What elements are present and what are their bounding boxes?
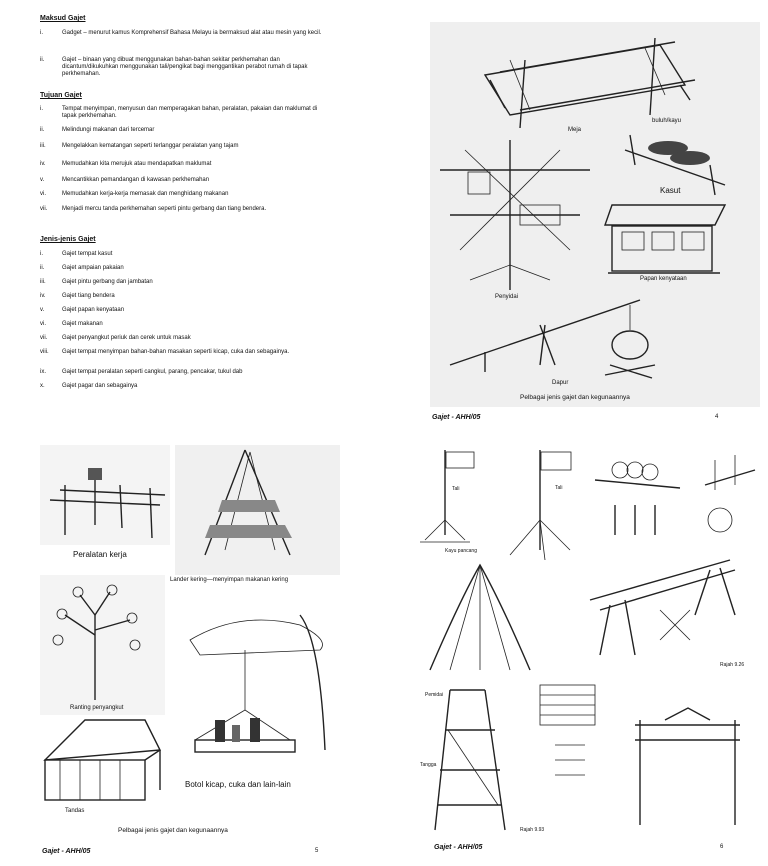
- flagpole-drawing-1: [420, 450, 474, 542]
- page-3-drawings: [0, 430, 390, 866]
- stove-drawing: [450, 300, 655, 378]
- item-text: Tempat menyimpan, menyusun dan memperagakan bahan, peralatan, pakaian dan maklumat di tapak perkhemahan.: [62, 106, 318, 119]
- heading-maksud: Maksud Gajet: [40, 15, 86, 22]
- dish-rack-drawing: [595, 455, 755, 490]
- arch-gate-drawing: [635, 708, 740, 825]
- jenis-item-4: [40, 293, 332, 300]
- label-buluh: buluh/kayu: [652, 118, 682, 124]
- gadget-illustrations: [0, 430, 390, 866]
- item-text: Gajet tempat menyimpan bahan-bahan masakan seperti kicap, cuka dan sebagainya.: [62, 349, 290, 355]
- label-peralatan: Peralatan kerja: [73, 550, 127, 559]
- tujuan-item-6: [40, 191, 322, 198]
- caption: Pelbagai jenis gajet dan kegunaannya: [520, 394, 630, 401]
- item-number: iii.: [40, 143, 46, 149]
- footer: Gajet - AHH/05: [432, 414, 481, 421]
- jenis-item-1: [40, 251, 332, 258]
- gadget-illustrations: [390, 430, 768, 866]
- label-tandas: Tandas: [65, 808, 85, 814]
- page-number: 4: [715, 414, 719, 420]
- item-text: Memudahkan kerja-kerja memasak dan menghidang makanan: [62, 191, 229, 197]
- label-papan: Papan kenyataan: [640, 276, 687, 282]
- item-number: ii.: [40, 265, 45, 271]
- label-pemidai: Pemidai: [425, 692, 444, 698]
- item-number: vii.: [40, 206, 48, 212]
- item-text: Gajet ampaian pakaian: [62, 265, 124, 271]
- label-penyidai: Penyidai: [495, 294, 519, 300]
- jenis-item-6: [40, 321, 332, 328]
- page-2-drawings: [390, 0, 768, 430]
- bottle-rack-drawing: [190, 615, 325, 752]
- jenis-item-8: [40, 349, 332, 356]
- label-lander: Lander kering—menyimpan makanan kering: [170, 577, 289, 583]
- maksud-item-2: [40, 57, 322, 78]
- item-number: i.: [40, 106, 43, 112]
- item-text: Gajet makanan: [62, 321, 103, 327]
- label-ranting: Ranting penyangkut: [70, 705, 124, 711]
- jenis-item-2: [40, 265, 332, 272]
- label-kasut: Kasut: [660, 186, 681, 195]
- jenis-item-10: [40, 383, 332, 390]
- cutlery-drawing: [615, 505, 732, 535]
- toilet-drawing: [45, 720, 160, 800]
- item-number: iii.: [40, 279, 46, 285]
- tujuan-item-1: [40, 106, 322, 120]
- item-number: viii.: [40, 349, 49, 355]
- label-tali-2: Tali: [555, 485, 563, 491]
- drying-rack-drawing: [175, 445, 340, 575]
- jenis-item-3: [40, 279, 332, 286]
- heading-jenis: Jenis-jenis Gajet: [40, 236, 96, 243]
- item-number: v.: [40, 307, 45, 313]
- item-number: ix.: [40, 369, 46, 375]
- page-4-drawings: [390, 430, 768, 866]
- page-1-text: [0, 0, 390, 430]
- tujuan-item-7: [40, 206, 322, 213]
- item-number: vi.: [40, 191, 46, 197]
- clothes-line-drawing: [440, 140, 590, 290]
- label-botol: Botol kicap, cuka dan lain-lain: [185, 780, 291, 789]
- item-text: Menjadi mercu tanda perkhemahan seperti pintu gerbang dan tiang bendera.: [62, 206, 267, 212]
- item-text: Gajet tempat kasut: [62, 251, 113, 257]
- label-tangga: Tangga: [420, 762, 437, 768]
- tujuan-item-2: [40, 127, 322, 134]
- item-number: iv.: [40, 293, 46, 299]
- label-rajah-2: Rajah 9.93: [520, 827, 545, 833]
- item-text: Melindungi makanan dari tercemar: [62, 127, 155, 133]
- item-number: i.: [40, 30, 43, 36]
- item-number: i.: [40, 251, 43, 257]
- notice-board-drawing: [605, 205, 725, 273]
- branch-hanger-drawing: [40, 575, 165, 715]
- item-text: Gajet pintu gerbang dan jambatan: [62, 279, 153, 285]
- lashing-drawing: [540, 685, 595, 775]
- item-text: Gajet penyangkut periuk dan cerek untuk masak: [62, 335, 191, 341]
- item-text: Gajet papan kenyataan: [62, 307, 125, 313]
- item-number: vii.: [40, 335, 48, 341]
- item-number: x.: [40, 383, 45, 389]
- tool-rack-drawing: [40, 445, 170, 545]
- tepee-drawing: [430, 565, 530, 670]
- table-drawing: [485, 38, 695, 128]
- item-number: vi.: [40, 321, 46, 327]
- page-number: 5: [315, 848, 319, 854]
- tujuan-item-4: [40, 161, 322, 168]
- item-text: Mencantikkan pemandangan di kawasan perkhemahan: [62, 177, 210, 183]
- gateway-drawing: [590, 560, 735, 655]
- label-meja: Meja: [568, 127, 582, 133]
- page-number: 6: [720, 844, 724, 850]
- item-text: Gajet – binaan yang dibuat menggunakan bahan-bahan sekitar perkhemahan dan dicantum/dikukuhkan menggunakan tali/pengikat bagi menggantikan perabot rumah di tapak perkhemahan.: [62, 57, 308, 77]
- jenis-item-9: [40, 369, 332, 376]
- item-number: iv.: [40, 161, 46, 167]
- tujuan-item-5: [40, 177, 322, 184]
- caption: Pelbagai jenis gajet dan kegunaannya: [118, 827, 228, 834]
- item-text: Gadget – menurut kamus Komprehensif Bahasa Melayu ia bermaksud alat atau mesin yang kecil.: [62, 30, 322, 36]
- item-number: ii.: [40, 57, 45, 63]
- label-dapur: Dapur: [552, 380, 569, 386]
- heading-tujuan: Tujuan Gajet: [40, 92, 82, 99]
- flagpole-drawing-2: [510, 450, 571, 560]
- footer: Gajet - AHH/05: [434, 844, 483, 851]
- gadget-illustrations: [390, 0, 768, 430]
- jenis-item-5: [40, 307, 332, 314]
- label-rajah-1: Rajah 9.26: [720, 662, 745, 668]
- footer: Gajet - AHH/05: [42, 848, 91, 855]
- tower-drawing: [435, 690, 505, 830]
- label-kayu-pancang: Kayu pancang: [445, 548, 477, 554]
- item-text: Gajet tiang bendera: [62, 293, 115, 299]
- label-tali-1: Tali: [452, 486, 460, 492]
- item-number: v.: [40, 177, 45, 183]
- maksud-item-1: [40, 30, 322, 37]
- item-text: Gajet pagar dan sebagainya: [62, 383, 138, 389]
- item-number: ii.: [40, 127, 45, 133]
- item-text: Mengelakkan kematangan seperti terlanggar peralatan yang tajam: [62, 143, 239, 149]
- tujuan-item-3: [40, 143, 322, 150]
- item-text: Memudahkan kita merujuk atau mendapatkan maklumat: [62, 161, 212, 167]
- item-text: Gajet tempat peralatan seperti cangkul, parang, pencakar, tukul dab: [62, 369, 243, 375]
- jenis-item-7: [40, 335, 332, 342]
